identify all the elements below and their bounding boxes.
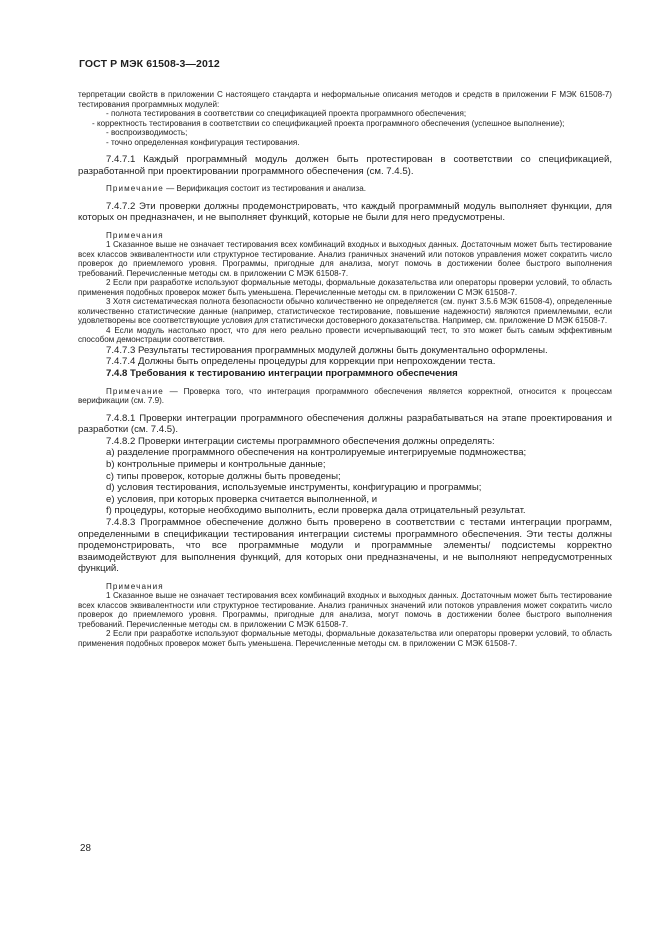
note-verification xyxy=(92,184,612,194)
note-item: 2 Если при разработке используют формальные методы, формальные доказательства или операторы проверки условий, то область применения подобных проверок может быть уменьшена. Перечисленные методы см. в приложении С МЭК 61508-7. xyxy=(78,278,612,297)
section-heading-text: 7.4.8 Требования к тестированию интеграции программного обеспечения xyxy=(106,368,458,380)
clause-7-4-8-3: 7.4.8.3 Программное обеспечение должно быть проверено в соответствии с тестами интеграции программ, определенными в спецификации тестирования интеграции системы программного обеспечения. Эти тесты должны продемонстрировать, что все программные модули и программные элементы/ подсистемы корректно взаимодействуют для выполнения функций, для которых они предназначены, и не выполняют непредусмотренных функций. xyxy=(78,517,612,575)
list-item: - полнота тестирования в соответствии со спецификацией проекта программного обеспечения; xyxy=(106,109,467,118)
note-item: 2 Если при разработке используют формальные методы, формальные доказательства или операторы проверки условий, то область применения подобных проверок может быть уменьшена. Перечисленные методы см. в приложении С МЭК 61508-7. xyxy=(78,629,612,648)
note-item: 3 Хотя систематическая полнота безопасности обычно количественно не определяется (см. пункт 3.5.6 МЭК 61508-4), определенные количественно статистические данные (например, статистическое тестирование, повышение надежности) являются приемлемыми, если удовлетворены все соответствующие условия для статистически достоверного доказательства. Например, см. приложение D МЭК 61508-7. xyxy=(78,297,612,326)
notes-label: Примечания xyxy=(106,230,164,240)
list-item: - корректность тестирования в соответствии со спецификацией проекта программного обеспечения (успешное выполнение); xyxy=(92,118,565,128)
note-item: 4 Если модуль настолько прост, что для него реально провести исчерпывающий тест, то это может быть самым эффективным способом демонстрации соответствия. xyxy=(78,325,612,345)
list-item: b) контрольные примеры и контрольные данные; xyxy=(106,459,326,471)
note-label: Примечание xyxy=(106,184,164,194)
list-item: - точно определенная конфигурация тестирования. xyxy=(106,137,300,147)
note-item: 1 Сказанное выше не означает тестирования всех комбинаций входных и выходных данных. Достаточным может быть тестирование всех классов эквивалентности или структурное тестирование. Анализ граничных значений или потоков управления может сократить число проверок до приемлемого уровня. Программы, пригодные для анализа, могут помочь в достижении более быстрого выполнения требований. Перечисленные методы см. в приложении С МЭК 61508-7. xyxy=(78,240,612,278)
intro-paragraph: терпретации свойств в приложении С настоящего стандарта и неформальные описания методов и средств в приложении F МЭК 61508-7) тестирования программных модулей: xyxy=(78,90,612,109)
list-item: d) условия тестирования, используемые инструменты, конфигурацию и программы; xyxy=(106,482,482,494)
note-label: Примечание xyxy=(106,386,164,396)
clause-7-4-7-1: 7.4.7.1 Каждый программный модуль должен быть протестирован в соответствии со спецификацией, разработанной при проектировании программного обеспечения (см. 7.4.5). xyxy=(78,154,612,177)
note-item: 1 Сказанное выше не означает тестирования всех комбинаций входных и выходных данных. Достаточным может быть тестирование всех классов эквивалентности или структурное тестирование. Анализ граничных значений или потоков управления может сократить число проверок до приемлемого уровня. Программы, пригодные для анализа, могут помочь в достижении более быстрого выполнения требований. Перечисленные методы см. в приложении С МЭК 61508-7. xyxy=(78,591,612,629)
clause-7-4-8-1: 7.4.8.1 Проверки интеграции программного обеспечения должны разрабатываться на этапе проектирования и разработки (см. 7.4.5). xyxy=(78,412,612,436)
list-item: - воспроизводимость; xyxy=(106,128,188,137)
notes-label: Примечания xyxy=(106,581,164,591)
page-number: 28 xyxy=(80,843,91,854)
clause-7-4-8-2: 7.4.8.2 Проверки интеграции системы программного обеспечения должны определять: xyxy=(106,435,495,447)
page-header: ГОСТ Р МЭК 61508-3—2012 xyxy=(79,58,220,70)
list-item: a) разделение программного обеспечения на контролируемые интегрируемые подмножества; xyxy=(106,447,527,459)
clause-7-4-7-3: 7.4.7.3 Результаты тестирования программных модулей должны быть документально оформлены. xyxy=(106,344,548,356)
note-integration xyxy=(78,387,612,406)
note-text: — Верификация состоит из тестирования и анализа. xyxy=(163,184,366,194)
clause-7-4-7-4: 7.4.7.4 Должны быть определены процедуры для коррекции при непрохождении теста. xyxy=(106,356,496,368)
list-item: c) типы проверок, которые должны быть проведены; xyxy=(106,470,341,482)
page-body xyxy=(78,90,612,648)
section-heading-7-4-8 xyxy=(92,368,612,380)
note-text: — Проверка того, что интеграция программного обеспечения является корректной, относится к процессам верификации (см. 7.9). xyxy=(78,386,612,406)
list-item: e) условия, при которых проверка считается выполненной, и xyxy=(106,493,378,505)
list-item: f) процедуры, которые необходимо выполнить, если проверка дала отрицательный результат. xyxy=(106,505,526,517)
clause-7-4-7-2: 7.4.7.2 Эти проверки должны продемонстрировать, что каждый программный модуль выполняет функции, для которых он предназначен, и не выполняет функций, которые не были для него предусмотрены. xyxy=(78,200,612,224)
